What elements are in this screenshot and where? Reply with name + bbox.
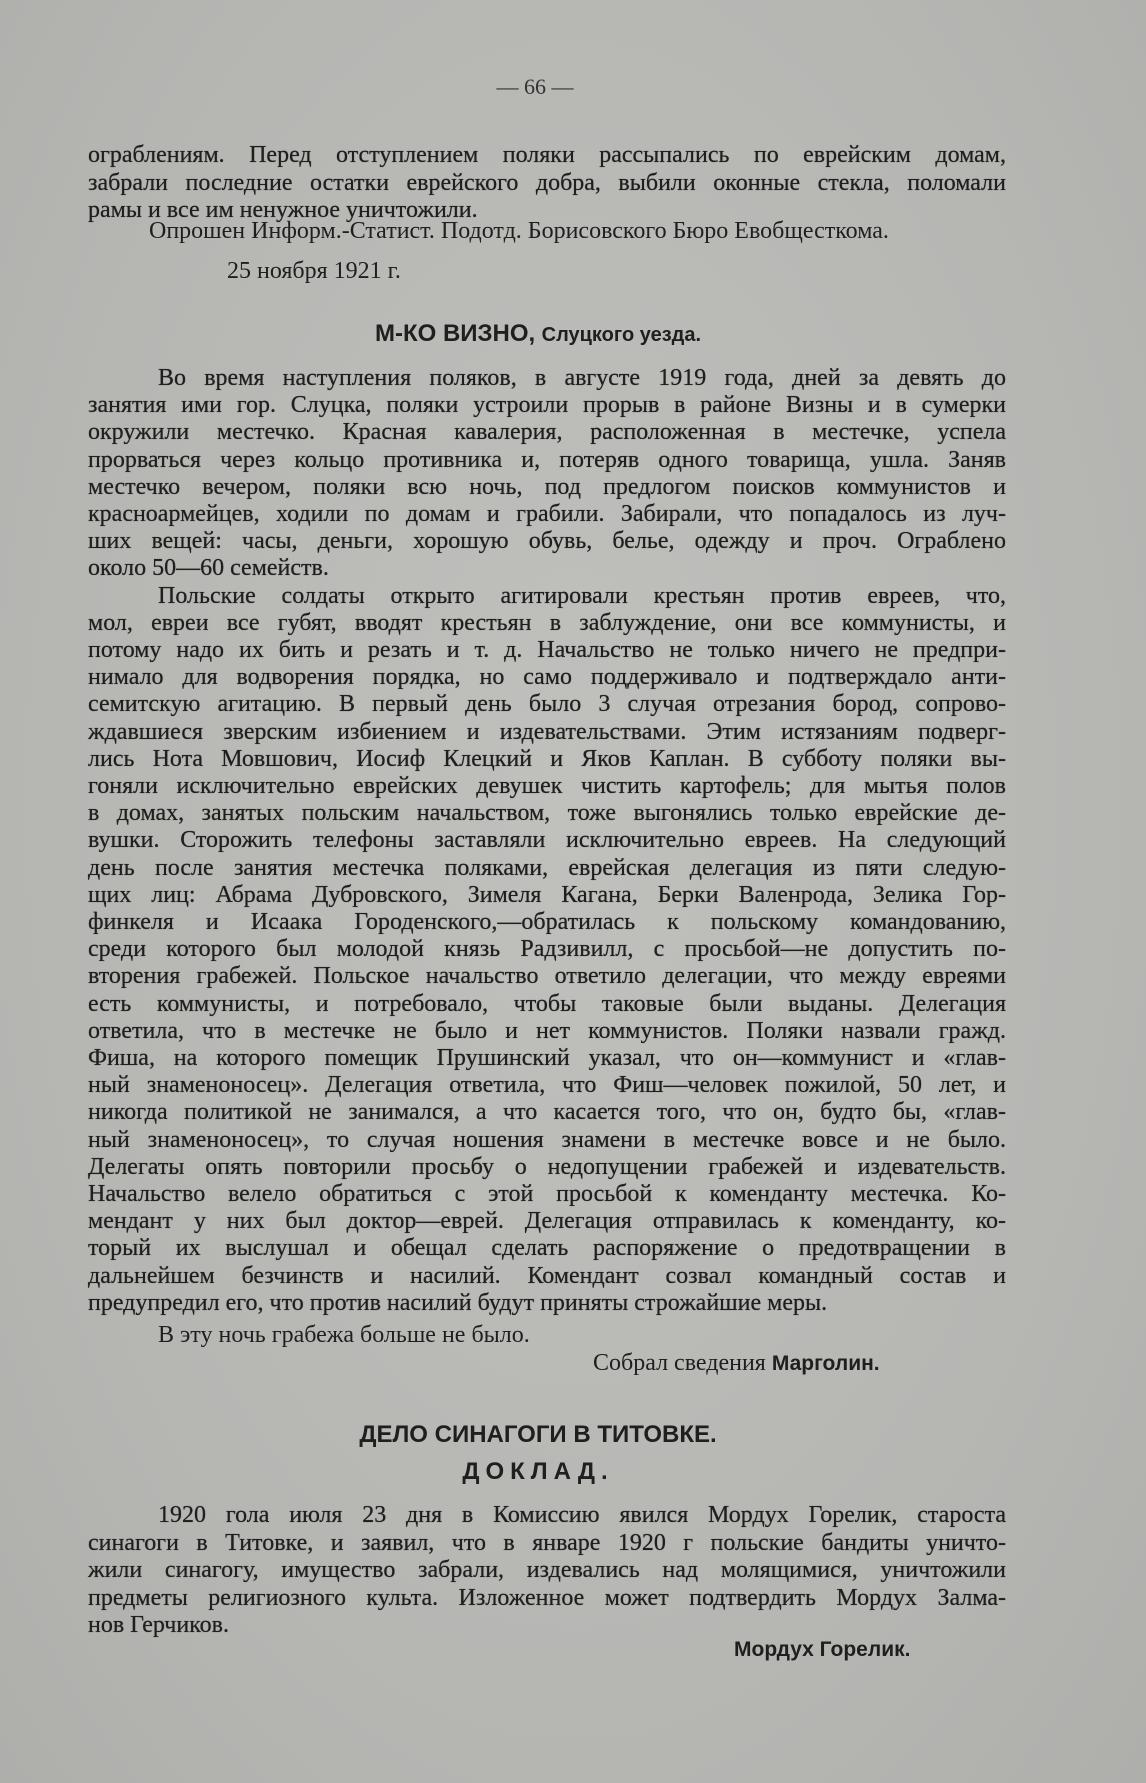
text-line: занятия ими гор. Слуцка, поляки устроили прорыв в районе Визны и в сумерки <box>88 392 1006 419</box>
text-line: семитскую агитацию. В первый день было 3 случая отрезания бород, сопрово- <box>88 691 1006 718</box>
text-line: предупредил его, что против насилий будут приняты строжайшие меры. <box>88 1289 828 1316</box>
text-line: ограблениям. Перед отступлением поляки рассыпались по еврейским домам, <box>88 142 1006 168</box>
section-title-vizno <box>0 320 1076 348</box>
text-line: мол, евреи все губят, вводят крестьян в заблуждение, они все коммунисты, и <box>88 609 1006 636</box>
text-line: синагоги в Титовке, и заявил, что в январе 1920 г польские бандиты уничто- <box>88 1529 1006 1556</box>
report-date: 25 ноября 1921 г. <box>227 258 401 284</box>
text-line: гоняли исключительно еврейских девушек чистить картофель; для мытья полов <box>88 773 1006 799</box>
text-line: красноармейцев, ходили по домам и грабили. Забирали, что попадалось из луч- <box>88 501 1006 527</box>
text-line: финкеля и Исаака Городенского,—обратилась к польскому командованию, <box>88 909 1006 935</box>
text-line: вторения грабежей. Польское начальство ответило делегации, что между евреями <box>88 963 1006 990</box>
text-line: ный знаменоносец», то случая ношения знамени в местечке вовсе и не было. <box>88 1126 1006 1153</box>
text-line: есть коммунисты, и потребовало, чтобы таковые были выданы. Делегация <box>88 990 1006 1017</box>
text-line: ших вещей: часы, деньги, хорошую обувь, белье, одежду и проч. Ограблено <box>88 528 1006 555</box>
text-line: торый их выслушал и обещал сделать распоряжение о предотвращении в <box>88 1235 1006 1262</box>
report-heading: ДОКЛАД. <box>462 1458 614 1485</box>
text-line: день после занятия местечка поляками, еврейская делегация из пяти следую- <box>88 854 1006 881</box>
text-line: никогда политикой не занимался, а что касается того, что он, будто бы, «глав- <box>88 1099 1006 1126</box>
text-line: окружили местечко. Красная кавалерия, расположенная в местечке, успела <box>88 419 1006 446</box>
text-line: Во время наступления поляков, в августе 1919 года, дней за девять до <box>158 365 1006 391</box>
text-line: среди которого был молодой князь Радзивилл, с просьбой—не допустить по- <box>88 936 1006 963</box>
text-line: лись Нота Мовшович, Иосиф Клецкий и Яков Каплан. В субботу поляки вы- <box>88 745 1006 772</box>
text-line: нов Герчиков. <box>88 1612 229 1638</box>
section-title-titovka: ДЕЛО СИНАГОГИ В ТИТОВКЕ. <box>359 1421 717 1448</box>
text-line: мендант у них был доктор—еврей. Делегация отправилась к коменданту, ко- <box>88 1208 1006 1235</box>
text-line: 1920 гола июля 23 дня в Комиссию явился Мордух Горелик, староста <box>158 1502 1006 1528</box>
text-line: нимало для водворения порядка, но само поддерживало и подтверждало анти- <box>88 664 1006 691</box>
text-line: рамы и все им ненужное уничтожили. <box>88 197 478 223</box>
text-line: забрали последние остатки еврейского добра, выбили оконные стекла, поломали <box>88 169 1006 196</box>
signature-margolin <box>593 1350 880 1377</box>
text-line: Фиша, на которого помещик Прушинский указал, что он—коммунист и «глав- <box>88 1045 1006 1071</box>
text-line: Делегаты опять повторили просьбу о недопущении грабежей и издевательств. <box>88 1153 1006 1180</box>
title-district: Слуцкого уезда. <box>541 324 702 346</box>
signature-gorelik <box>734 1636 910 1663</box>
text-line: предметы религиозного культа. Изложенное может подтвердить Мордух Залма- <box>88 1584 1006 1611</box>
text-line: вушки. Сторожить телефоны заставляли исключительно евреев. На следующий <box>88 827 1006 854</box>
text-line: Начальство велело обратиться с этой просьбой к коменданту местечка. Ко- <box>88 1181 1006 1207</box>
source-note: Опрошен Информ.-Статист. Подотд. Борисовского Бюро Евобщесткома. <box>149 218 889 244</box>
signature-name: Марголин. <box>771 1352 880 1375</box>
page-number: — 66 — <box>496 74 574 99</box>
text-line: около 50—60 семейств. <box>88 555 329 582</box>
signature-name: Мордух Горелик. <box>734 1638 911 1661</box>
text-line: ждавшиеся зверским избиением и издевательствами. Этим истязаниям подверг- <box>88 718 1006 745</box>
text-line: жили синагогу, имущество забрали, издевались над молящимися, уничтожили <box>88 1557 1006 1583</box>
closing-sentence: В эту ночь грабежа больше не было. <box>158 1322 530 1348</box>
title-place: М-КО ВИЗНО, <box>374 320 536 347</box>
signature-prefix: Собрал сведения <box>593 1350 766 1376</box>
text-line: ответила, что в местечке не было и нет коммунистов. Поляки назвали гражд. <box>88 1017 1006 1044</box>
text-line: Польские солдаты открыто агитировали крестьян против евреев, что, <box>158 582 1006 609</box>
text-line: в домах, занятых польским начальством, тоже выгонялись только еврейские де- <box>88 800 1006 827</box>
text-line: местечко вечером, поляки всю ночь, под предлогом поисков коммунистов и <box>88 473 1006 500</box>
text-line: прорваться через кольцо противника и, потеряв одного товарища, ушла. Заняв <box>88 446 1006 473</box>
text-line: ный знаменоносец». Делегация ответила, что Фиш—человек пожилой, 50 лет, и <box>88 1072 1006 1099</box>
text-line: потому надо их бить и резать и т. д. Начальство не только ничего не предпри- <box>88 637 1006 663</box>
text-line: щих лиц: Абрама Дубровского, Зимеля Кагана, Берки Валенрода, Зелика Гор- <box>88 881 1006 908</box>
text-line: дальнейшем безчинств и насилий. Комендант созвал командный состав и <box>88 1262 1006 1289</box>
